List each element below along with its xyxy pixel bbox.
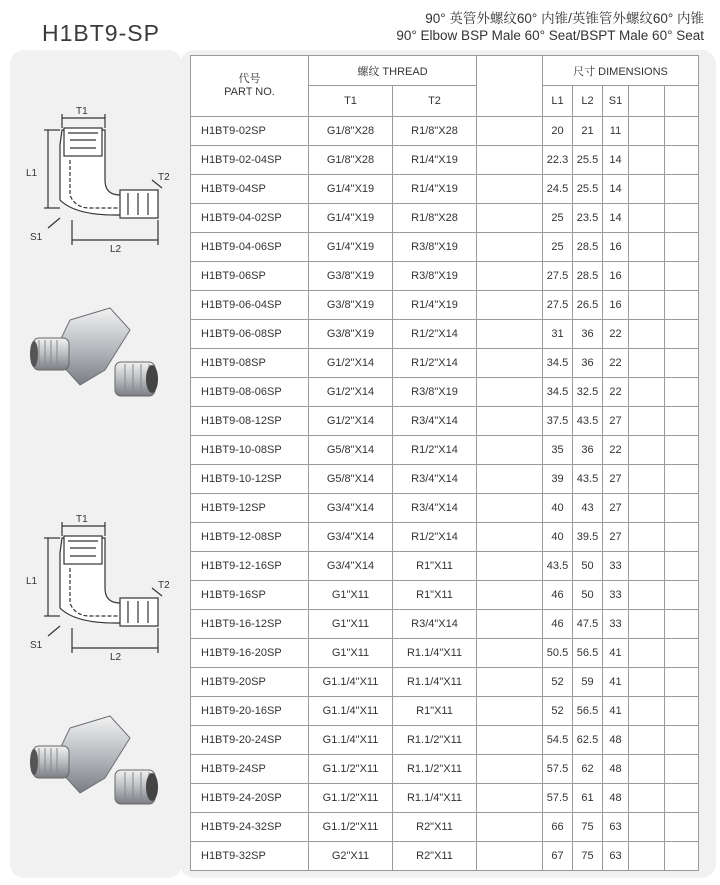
blank-cell — [629, 407, 665, 436]
l1-cell: 31 — [543, 320, 573, 349]
table-row — [191, 697, 699, 726]
blank-cell — [477, 813, 543, 842]
l2-label: L2 — [110, 244, 122, 255]
s1-cell: 11 — [603, 117, 629, 146]
table-row — [191, 552, 699, 581]
part-no-header-cn: 代号 — [238, 73, 261, 85]
blank-cell — [477, 755, 543, 784]
table-row — [191, 262, 699, 291]
t1-cell: G1/8"X28 — [309, 117, 393, 146]
l1-cell: 35 — [543, 436, 573, 465]
s1-cell: 16 — [603, 291, 629, 320]
s1-cell: 33 — [603, 610, 629, 639]
table-row — [191, 349, 699, 378]
blank-cell — [665, 204, 699, 233]
description-en: 90° Elbow BSP Male 60° Seat/BSPT Male 60° Seat — [396, 28, 704, 43]
table-row — [191, 755, 699, 784]
t1-cell: G5/8"X14 — [309, 465, 393, 494]
l1-cell: 52 — [543, 668, 573, 697]
table-row — [191, 407, 699, 436]
s1-cell: 27 — [603, 407, 629, 436]
blank-cell — [665, 813, 699, 842]
t1-cell: G1.1/2"X11 — [309, 784, 393, 813]
t2-cell: R1/2"X14 — [393, 523, 477, 552]
t2-cell: R1.1/4"X11 — [393, 784, 477, 813]
blank-cell — [477, 581, 543, 610]
l2-cell: 26.5 — [573, 291, 603, 320]
t2-cell: R1.1/4"X11 — [393, 668, 477, 697]
blank-cell — [629, 494, 665, 523]
blank-cell — [629, 523, 665, 552]
blank-cell — [477, 233, 543, 262]
s1-cell: 22 — [603, 349, 629, 378]
blank-cell — [665, 349, 699, 378]
t1-cell: G1.1/2"X11 — [309, 813, 393, 842]
blank-cell — [477, 697, 543, 726]
l2-cell: 59 — [573, 668, 603, 697]
part-no-cell: H1BT9-08-12SP — [191, 407, 309, 436]
table-row — [191, 146, 699, 175]
l2-cell: 43.5 — [573, 465, 603, 494]
part-no-cell: H1BT9-12SP — [191, 494, 309, 523]
l1-cell: 46 — [543, 581, 573, 610]
s1-label: S1 — [30, 232, 43, 243]
table-row — [191, 842, 699, 871]
blank-cell — [665, 668, 699, 697]
part-no-cell: H1BT9-20-24SP — [191, 726, 309, 755]
blank-cell — [477, 494, 543, 523]
blank-cell — [477, 117, 543, 146]
blank-cell — [477, 378, 543, 407]
l1-cell: 43.5 — [543, 552, 573, 581]
thread-header: 螺纹 THREAD — [309, 56, 477, 86]
part-no-cell: H1BT9-04SP — [191, 175, 309, 204]
l2-cell: 50 — [573, 581, 603, 610]
l2-cell: 25.5 — [573, 175, 603, 204]
s1-cell: 41 — [603, 639, 629, 668]
l1-label: L1 — [26, 168, 38, 179]
part-no-cell: H1BT9-06-08SP — [191, 320, 309, 349]
l1-label: L1 — [26, 576, 38, 587]
s1-cell: 63 — [603, 842, 629, 871]
blank-cell — [629, 552, 665, 581]
s1-cell: 27 — [603, 494, 629, 523]
l2-cell: 21 — [573, 117, 603, 146]
part-no-cell: H1BT9-16-20SP — [191, 639, 309, 668]
s1-cell: 14 — [603, 146, 629, 175]
t2-cell: R1/4"X19 — [393, 175, 477, 204]
table-row — [191, 639, 699, 668]
table-row — [191, 784, 699, 813]
blank-cell — [477, 465, 543, 494]
t1-cell: G3/8"X19 — [309, 291, 393, 320]
part-no-cell: H1BT9-24-20SP — [191, 784, 309, 813]
t1-cell: G1"X11 — [309, 639, 393, 668]
s1-cell: 33 — [603, 581, 629, 610]
blank-cell — [665, 494, 699, 523]
blank-cell — [629, 581, 665, 610]
s1-label: S1 — [30, 640, 43, 651]
s1-cell: 14 — [603, 204, 629, 233]
blank-cell — [477, 291, 543, 320]
blank-cell — [477, 784, 543, 813]
t1-cell: G3/8"X19 — [309, 262, 393, 291]
t2-cell: R1.1/4"X11 — [393, 639, 477, 668]
t2-cell: R3/4"X14 — [393, 494, 477, 523]
blank-cell — [629, 262, 665, 291]
l1-cell: 24.5 — [543, 175, 573, 204]
s1-cell: 22 — [603, 320, 629, 349]
blank-cell — [665, 407, 699, 436]
blank-header — [477, 56, 543, 117]
blank-cell — [477, 407, 543, 436]
t1-cell: G1.1/2"X11 — [309, 755, 393, 784]
part-no-cell: H1BT9-12-08SP — [191, 523, 309, 552]
part-no-cell: H1BT9-10-12SP — [191, 465, 309, 494]
part-no-cell: H1BT9-20SP — [191, 668, 309, 697]
blank-cell — [665, 117, 699, 146]
blank-cell — [477, 726, 543, 755]
l1-cell: 34.5 — [543, 378, 573, 407]
s1-cell: 16 — [603, 233, 629, 262]
t2-cell: R3/8"X19 — [393, 378, 477, 407]
table-row — [191, 233, 699, 262]
s1-cell: 22 — [603, 436, 629, 465]
blank-cell — [629, 378, 665, 407]
blank-cell — [629, 668, 665, 697]
l2-cell: 43 — [573, 494, 603, 523]
l1-cell: 67 — [543, 842, 573, 871]
l2-cell: 36 — [573, 349, 603, 378]
s1-cell: 27 — [603, 465, 629, 494]
blank-header — [665, 86, 699, 117]
l1-cell: 57.5 — [543, 784, 573, 813]
blank-cell — [629, 639, 665, 668]
blank-cell — [665, 465, 699, 494]
l1-cell: 37.5 — [543, 407, 573, 436]
l2-cell: 75 — [573, 842, 603, 871]
t2-cell: R3/4"X14 — [393, 465, 477, 494]
t2-cell: R1/2"X14 — [393, 320, 477, 349]
blank-cell — [477, 349, 543, 378]
s1-cell: 16 — [603, 262, 629, 291]
t2-cell: R1.1/2"X11 — [393, 755, 477, 784]
t2-label: T2 — [158, 580, 170, 591]
part-no-cell: H1BT9-06-04SP — [191, 291, 309, 320]
product-photo — [25, 708, 165, 818]
l1-cell: 40 — [543, 494, 573, 523]
blank-cell — [629, 784, 665, 813]
t1-cell: G1"X11 — [309, 610, 393, 639]
table-row — [191, 436, 699, 465]
s1-cell: 22 — [603, 378, 629, 407]
t1-cell: G1/8"X28 — [309, 146, 393, 175]
blank-cell — [477, 320, 543, 349]
blank-cell — [477, 552, 543, 581]
t1-cell: G1.1/4"X11 — [309, 668, 393, 697]
table-row — [191, 204, 699, 233]
l2-cell: 75 — [573, 813, 603, 842]
blank-cell — [629, 146, 665, 175]
blank-cell — [477, 523, 543, 552]
blank-cell — [629, 233, 665, 262]
blank-cell — [477, 610, 543, 639]
t2-cell: R1/4"X19 — [393, 146, 477, 175]
l2-cell: 25.5 — [573, 146, 603, 175]
blank-cell — [665, 610, 699, 639]
l2-cell: 56.5 — [573, 639, 603, 668]
part-no-cell: H1BT9-02-04SP — [191, 146, 309, 175]
t1-cell: G1/2"X14 — [309, 378, 393, 407]
blank-cell — [629, 117, 665, 146]
part-no-header-en: PART NO. — [224, 86, 275, 98]
part-no-cell: H1BT9-16-12SP — [191, 610, 309, 639]
t2-cell: R1"X11 — [393, 581, 477, 610]
table-row — [191, 320, 699, 349]
product-photo — [25, 300, 165, 410]
description-cn: 90° 英管外螺纹60° 内锥/英锥管外螺纹60° 内锥 — [425, 11, 704, 26]
table-row — [191, 494, 699, 523]
t2-cell: R3/4"X14 — [393, 407, 477, 436]
blank-cell — [665, 378, 699, 407]
l2-cell: 28.5 — [573, 262, 603, 291]
l2-cell: 23.5 — [573, 204, 603, 233]
s1-cell: 41 — [603, 697, 629, 726]
t1-cell: G1.1/4"X11 — [309, 697, 393, 726]
part-no-cell: H1BT9-16SP — [191, 581, 309, 610]
l2-cell: 39.5 — [573, 523, 603, 552]
blank-cell — [665, 552, 699, 581]
technical-drawing — [20, 100, 180, 270]
s1-cell: 48 — [603, 755, 629, 784]
product-description — [396, 10, 704, 44]
t1-cell: G3/4"X14 — [309, 552, 393, 581]
l2-header: L2 — [573, 86, 603, 117]
blank-cell — [477, 668, 543, 697]
part-no-cell: H1BT9-06SP — [191, 262, 309, 291]
table-row — [191, 175, 699, 204]
t1-cell: G1/4"X19 — [309, 175, 393, 204]
blank-cell — [477, 146, 543, 175]
blank-cell — [629, 610, 665, 639]
dimensions-header: 尺寸 DIMENSIONS — [543, 56, 699, 86]
s1-cell: 63 — [603, 813, 629, 842]
blank-cell — [629, 465, 665, 494]
blank-header — [629, 86, 665, 117]
blank-cell — [477, 639, 543, 668]
l2-cell: 36 — [573, 436, 603, 465]
t2-cell: R1/4"X19 — [393, 291, 477, 320]
l1-header: L1 — [543, 86, 573, 117]
table-row — [191, 523, 699, 552]
t1-cell: G1/4"X19 — [309, 233, 393, 262]
t1-label: T1 — [76, 106, 88, 117]
l1-cell: 52 — [543, 697, 573, 726]
blank-cell — [629, 204, 665, 233]
t1-cell: G1/2"X14 — [309, 349, 393, 378]
blank-cell — [629, 813, 665, 842]
blank-cell — [629, 175, 665, 204]
blank-cell — [665, 697, 699, 726]
blank-cell — [665, 262, 699, 291]
s1-cell: 14 — [603, 175, 629, 204]
l2-cell: 32.5 — [573, 378, 603, 407]
part-no-cell: H1BT9-02SP — [191, 117, 309, 146]
l1-cell: 40 — [543, 523, 573, 552]
blank-cell — [665, 755, 699, 784]
blank-cell — [665, 320, 699, 349]
part-no-cell: H1BT9-24-32SP — [191, 813, 309, 842]
l1-cell: 57.5 — [543, 755, 573, 784]
l2-cell: 47.5 — [573, 610, 603, 639]
part-no-cell: H1BT9-08-06SP — [191, 378, 309, 407]
t2-cell: R1"X11 — [393, 552, 477, 581]
l1-cell: 27.5 — [543, 262, 573, 291]
table-row — [191, 378, 699, 407]
blank-cell — [665, 726, 699, 755]
t1-cell: G3/4"X14 — [309, 523, 393, 552]
blank-cell — [477, 262, 543, 291]
t2-cell: R1/8"X28 — [393, 117, 477, 146]
s1-cell: 33 — [603, 552, 629, 581]
l1-cell: 46 — [543, 610, 573, 639]
blank-cell — [665, 784, 699, 813]
blank-cell — [477, 842, 543, 871]
t1-cell: G2"X11 — [309, 842, 393, 871]
t2-cell: R1/2"X14 — [393, 436, 477, 465]
l1-cell: 20 — [543, 117, 573, 146]
s1-cell: 41 — [603, 668, 629, 697]
t2-cell: R1/8"X28 — [393, 204, 477, 233]
part-no-cell: H1BT9-24SP — [191, 755, 309, 784]
blank-cell — [665, 175, 699, 204]
part-no-cell: H1BT9-12-16SP — [191, 552, 309, 581]
blank-cell — [629, 320, 665, 349]
table-row — [191, 581, 699, 610]
page-title: H1BT9-SP — [42, 20, 160, 46]
s1-cell: 48 — [603, 784, 629, 813]
l1-cell: 54.5 — [543, 726, 573, 755]
specs-table — [190, 55, 699, 871]
t2-cell: R1.1/2"X11 — [393, 726, 477, 755]
l2-cell: 62.5 — [573, 726, 603, 755]
t2-cell: R1/2"X14 — [393, 349, 477, 378]
t1-cell: G5/8"X14 — [309, 436, 393, 465]
l1-cell: 25 — [543, 204, 573, 233]
table-row — [191, 117, 699, 146]
part-no-header — [191, 56, 309, 117]
t1-header: T1 — [309, 86, 393, 117]
part-no-cell: H1BT9-04-02SP — [191, 204, 309, 233]
t1-cell: G3/8"X19 — [309, 320, 393, 349]
l1-cell: 50.5 — [543, 639, 573, 668]
blank-cell — [477, 436, 543, 465]
blank-cell — [629, 697, 665, 726]
blank-cell — [665, 523, 699, 552]
l1-cell: 27.5 — [543, 291, 573, 320]
t2-cell: R3/8"X19 — [393, 233, 477, 262]
l2-cell: 62 — [573, 755, 603, 784]
l2-cell: 28.5 — [573, 233, 603, 262]
l2-cell: 56.5 — [573, 697, 603, 726]
t2-cell: R1"X11 — [393, 697, 477, 726]
l2-label: L2 — [110, 652, 122, 663]
t2-cell: R2"X11 — [393, 842, 477, 871]
table-row — [191, 291, 699, 320]
technical-drawing — [20, 508, 180, 678]
table-row — [191, 668, 699, 697]
s1-cell: 27 — [603, 523, 629, 552]
l1-cell: 34.5 — [543, 349, 573, 378]
table-row — [191, 726, 699, 755]
blank-cell — [665, 233, 699, 262]
part-no-cell: H1BT9-10-08SP — [191, 436, 309, 465]
t1-cell: G1.1/4"X11 — [309, 726, 393, 755]
l1-cell: 22.3 — [543, 146, 573, 175]
l2-cell: 50 — [573, 552, 603, 581]
t1-cell: G1/4"X19 — [309, 204, 393, 233]
blank-cell — [665, 436, 699, 465]
blank-cell — [629, 842, 665, 871]
blank-cell — [665, 639, 699, 668]
s1-header: S1 — [603, 86, 629, 117]
blank-cell — [629, 349, 665, 378]
blank-cell — [477, 175, 543, 204]
part-no-cell: H1BT9-08SP — [191, 349, 309, 378]
t1-cell: G1"X11 — [309, 581, 393, 610]
part-no-cell: H1BT9-20-16SP — [191, 697, 309, 726]
part-no-cell: H1BT9-04-06SP — [191, 233, 309, 262]
l1-cell: 66 — [543, 813, 573, 842]
t1-label: T1 — [76, 514, 88, 525]
s1-cell: 48 — [603, 726, 629, 755]
blank-cell — [629, 436, 665, 465]
table-row — [191, 813, 699, 842]
table-row — [191, 610, 699, 639]
t2-header: T2 — [393, 86, 477, 117]
l1-cell: 25 — [543, 233, 573, 262]
l1-cell: 39 — [543, 465, 573, 494]
blank-cell — [665, 842, 699, 871]
l2-cell: 61 — [573, 784, 603, 813]
blank-cell — [665, 146, 699, 175]
table-row — [191, 465, 699, 494]
t2-cell: R3/8"X19 — [393, 262, 477, 291]
blank-cell — [629, 755, 665, 784]
t1-cell: G3/4"X14 — [309, 494, 393, 523]
t1-cell: G1/2"X14 — [309, 407, 393, 436]
blank-cell — [629, 291, 665, 320]
t2-cell: R3/4"X14 — [393, 610, 477, 639]
t2-label: T2 — [158, 172, 170, 183]
blank-cell — [477, 204, 543, 233]
l2-cell: 43.5 — [573, 407, 603, 436]
part-no-cell: H1BT9-32SP — [191, 842, 309, 871]
blank-cell — [629, 726, 665, 755]
t2-cell: R2"X11 — [393, 813, 477, 842]
blank-cell — [665, 291, 699, 320]
blank-cell — [665, 581, 699, 610]
l2-cell: 36 — [573, 320, 603, 349]
